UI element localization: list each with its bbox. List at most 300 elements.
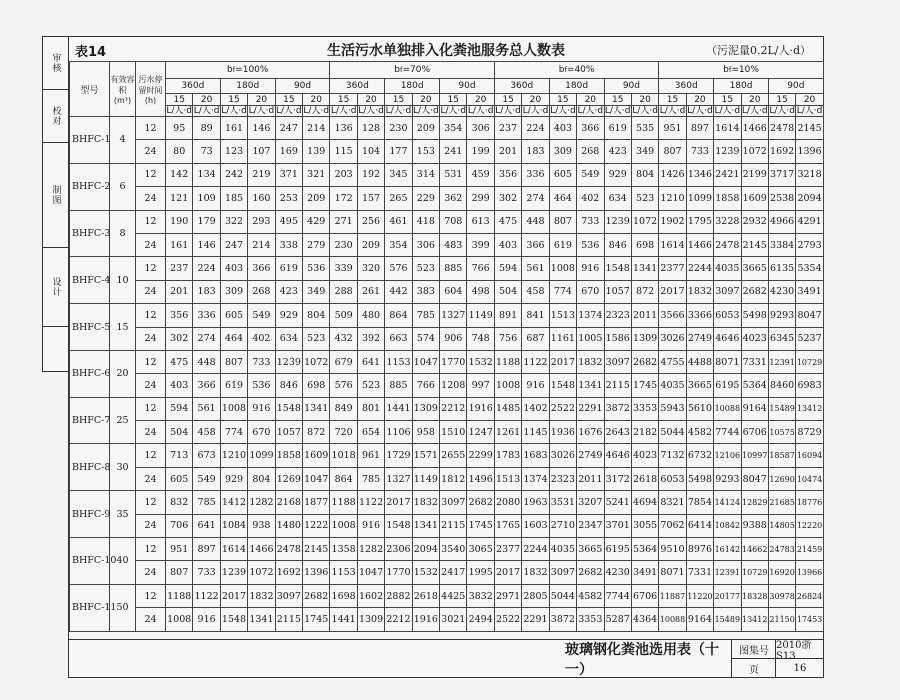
value-cell: 9164 — [741, 397, 768, 420]
value-cell: 10088 — [714, 397, 741, 420]
value-cell: 6135 — [768, 257, 795, 280]
value-cell: 2478 — [768, 117, 795, 140]
header-model: 型号 — [70, 62, 110, 117]
value-cell: 8047 — [796, 304, 823, 327]
header-retention: 污水停留时间(h) — [136, 62, 166, 117]
value-cell: 1602 — [357, 584, 384, 607]
value-cell: 2017 — [494, 561, 521, 584]
value-cell: 17453 — [796, 608, 823, 631]
model-cell: BHFC-11 — [70, 584, 110, 631]
value-cell: 362 — [440, 187, 467, 210]
value-cell: 6345 — [768, 327, 795, 350]
value-cell: 5364 — [631, 538, 658, 561]
value-cell: 1341 — [412, 514, 439, 537]
value-cell: 2682 — [577, 561, 604, 584]
value-cell: 7854 — [686, 491, 713, 514]
volume-cell: 20 — [110, 350, 136, 397]
value-cell: 183 — [193, 280, 220, 303]
value-cell: 2793 — [796, 233, 823, 256]
value-cell: 10575 — [768, 421, 795, 444]
value-cell: 1239 — [714, 140, 741, 163]
value-cell: 1765 — [494, 514, 521, 537]
value-cell: 2643 — [604, 421, 631, 444]
header-cleanout-360d: 360d — [659, 79, 714, 94]
value-cell: 9164 — [686, 608, 713, 631]
value-cell: 2291 — [522, 608, 549, 631]
value-cell: 14662 — [741, 538, 768, 561]
value-cell: 8976 — [686, 538, 713, 561]
strip-cell-review: 审核 — [43, 37, 69, 90]
table-row — [70, 117, 824, 140]
value-cell: 115 — [330, 140, 357, 163]
value-cell: 1402 — [522, 397, 549, 420]
value-cell: 706 — [166, 514, 193, 537]
value-cell: 733 — [248, 350, 275, 373]
value-cell: 2618 — [412, 584, 439, 607]
header-flow-15: 15 — [166, 94, 193, 106]
value-cell: 402 — [577, 187, 604, 210]
header-flow-unit: L/人·d — [659, 105, 686, 116]
table-row — [70, 561, 824, 584]
value-cell: 4023 — [741, 327, 768, 350]
bf-value: 10% — [738, 65, 759, 75]
value-cell: 916 — [248, 397, 275, 420]
value-cell: 2682 — [741, 280, 768, 303]
value-cell: 9293 — [714, 467, 741, 490]
retention-cell: 24 — [136, 608, 166, 631]
value-cell: 906 — [440, 327, 467, 350]
value-cell: 10729 — [741, 561, 768, 584]
value-cell: 1832 — [248, 584, 275, 607]
retention-cell: 12 — [136, 397, 166, 420]
value-cell: 1745 — [303, 608, 330, 631]
drawing-name: 玻璃钢化粪池选用表（十一） — [565, 642, 719, 678]
value-cell: 523 — [631, 187, 658, 210]
value-cell: 366 — [248, 257, 275, 280]
value-cell: 1072 — [631, 210, 658, 233]
value-cell: 161 — [166, 233, 193, 256]
value-cell: 733 — [686, 140, 713, 163]
value-cell: 1548 — [549, 374, 576, 397]
value-cell: 2306 — [385, 538, 412, 561]
value-cell: 3566 — [659, 304, 686, 327]
value-cell: 2377 — [659, 257, 686, 280]
value-cell: 1609 — [741, 187, 768, 210]
value-cell: 2749 — [686, 327, 713, 350]
value-cell: 961 — [357, 444, 384, 467]
value-cell: 872 — [303, 421, 330, 444]
value-cell: 6414 — [686, 514, 713, 537]
value-cell: 670 — [248, 421, 275, 444]
value-cell: 3366 — [686, 304, 713, 327]
value-cell: 3717 — [768, 163, 795, 186]
value-cell: 1496 — [467, 467, 494, 490]
table-row — [70, 584, 824, 607]
value-cell: 504 — [494, 280, 521, 303]
value-cell: 605 — [220, 304, 247, 327]
header-cleanout-180d: 180d — [220, 79, 275, 94]
header-flow-unit: L/人·d — [303, 105, 330, 116]
value-cell: 279 — [303, 233, 330, 256]
value-cell: 12391 — [768, 350, 795, 373]
value-cell: 509 — [330, 304, 357, 327]
value-cell: 2017 — [659, 280, 686, 303]
value-cell: 21685 — [768, 491, 795, 514]
value-cell: 2212 — [440, 397, 467, 420]
value-cell: 268 — [577, 140, 604, 163]
value-cell: 1745 — [467, 514, 494, 537]
value-cell: 475 — [494, 210, 521, 233]
retention-cell: 12 — [136, 491, 166, 514]
value-cell: 1005 — [577, 327, 604, 350]
value-cell: 242 — [220, 163, 247, 186]
value-cell: 576 — [385, 257, 412, 280]
value-cell: 1548 — [275, 397, 302, 420]
value-cell: 339 — [330, 257, 357, 280]
value-cell: 429 — [303, 210, 330, 233]
value-cell: 4488 — [686, 350, 713, 373]
value-cell: 523 — [357, 374, 384, 397]
value-cell: 2017 — [385, 491, 412, 514]
table-body — [70, 117, 824, 632]
value-cell: 605 — [166, 467, 193, 490]
table-row — [70, 421, 824, 444]
value-cell: 2618 — [631, 467, 658, 490]
header-cleanout-360d: 360d — [494, 79, 549, 94]
model-cell: BHFC-9 — [70, 491, 110, 538]
value-cell: 951 — [659, 117, 686, 140]
strip-cell-check: 校对 — [43, 90, 69, 143]
value-cell: 1532 — [467, 350, 494, 373]
value-cell: 1858 — [714, 187, 741, 210]
value-cell: 8321 — [659, 491, 686, 514]
header-bf-2: bf=70% — [330, 62, 494, 79]
value-cell: 146 — [193, 233, 220, 256]
value-cell: 24783 — [768, 538, 795, 561]
value-cell: 1532 — [412, 561, 439, 584]
value-cell: 403 — [166, 374, 193, 397]
value-cell: 432 — [330, 327, 357, 350]
value-cell: 1327 — [440, 304, 467, 327]
value-cell: 4035 — [659, 374, 686, 397]
value-cell: 1795 — [686, 210, 713, 233]
value-cell: 5354 — [796, 257, 823, 280]
value-cell: 1466 — [248, 538, 275, 561]
value-cell: 1106 — [385, 421, 412, 444]
value-cell: 1239 — [604, 210, 631, 233]
value-cell: 299 — [467, 187, 494, 210]
value-cell: 356 — [166, 304, 193, 327]
table-row — [70, 163, 824, 186]
value-cell: 2538 — [768, 187, 795, 210]
value-cell: 1441 — [385, 397, 412, 420]
header-flow-20: 20 — [796, 94, 823, 106]
value-cell: 1161 — [549, 327, 576, 350]
header-flow-15: 15 — [330, 94, 357, 106]
value-cell: 1698 — [330, 584, 357, 607]
bf-value: 70% — [410, 65, 431, 75]
value-cell: 8047 — [741, 467, 768, 490]
value-cell: 366 — [522, 233, 549, 256]
value-cell: 2347 — [577, 514, 604, 537]
value-cell: 774 — [549, 280, 576, 303]
value-cell: 1513 — [494, 467, 521, 490]
value-cell: 951 — [166, 538, 193, 561]
value-cell: 785 — [357, 467, 384, 490]
value-cell: 10088 — [659, 608, 686, 631]
value-cell: 199 — [467, 140, 494, 163]
value-cell: 4291 — [796, 210, 823, 233]
value-cell: 5498 — [741, 304, 768, 327]
value-cell: 634 — [604, 187, 631, 210]
value-cell: 1832 — [522, 561, 549, 584]
value-cell: 897 — [686, 117, 713, 140]
header-cleanout-180d: 180d — [549, 79, 604, 94]
value-cell: 1745 — [631, 374, 658, 397]
retention-cell: 12 — [136, 538, 166, 561]
value-cell: 1832 — [412, 491, 439, 514]
value-cell: 253 — [275, 187, 302, 210]
value-cell: 203 — [330, 163, 357, 186]
value-cell: 938 — [248, 514, 275, 537]
value-cell: 3172 — [604, 467, 631, 490]
value-cell: 1018 — [330, 444, 357, 467]
value-cell: 698 — [303, 374, 330, 397]
value-cell: 2478 — [275, 538, 302, 561]
header-cleanout-90d: 90d — [275, 79, 330, 94]
header-flow-20: 20 — [248, 94, 275, 106]
value-cell: 1057 — [604, 280, 631, 303]
value-cell: 2011 — [631, 304, 658, 327]
value-cell: 4582 — [577, 584, 604, 607]
value-cell: 4755 — [659, 350, 686, 373]
value-cell: 2749 — [577, 444, 604, 467]
value-cell: 3531 — [549, 491, 576, 514]
atlas-value: 2010浙S13 — [775, 640, 824, 659]
retention-cell: 24 — [136, 374, 166, 397]
value-cell: 464 — [220, 327, 247, 350]
value-cell: 8071 — [714, 350, 741, 373]
value-cell: 2682 — [467, 491, 494, 514]
value-cell: 4035 — [714, 257, 741, 280]
value-cell: 3097 — [549, 561, 576, 584]
value-cell: 1832 — [577, 350, 604, 373]
value-cell: 1008 — [166, 608, 193, 631]
retention-cell: 12 — [136, 584, 166, 607]
value-cell: 3026 — [549, 444, 576, 467]
value-cell: 237 — [494, 117, 521, 140]
value-cell: 1309 — [357, 608, 384, 631]
value-cell: 654 — [357, 421, 384, 444]
value-cell: 201 — [494, 140, 521, 163]
header-flow-unit: L/人·d — [467, 105, 494, 116]
retention-cell: 12 — [136, 444, 166, 467]
value-cell: 161 — [220, 117, 247, 140]
header-flow-unit: L/人·d — [550, 105, 576, 116]
value-cell: 9293 — [768, 304, 795, 327]
value-cell: 872 — [631, 280, 658, 303]
header-flow-unit: L/人·d — [714, 105, 741, 116]
value-cell: 256 — [357, 210, 384, 233]
value-cell: 366 — [577, 117, 604, 140]
value-cell: 2417 — [440, 561, 467, 584]
value-cell: 2115 — [604, 374, 631, 397]
value-cell: 708 — [440, 210, 467, 233]
retention-cell: 24 — [136, 514, 166, 537]
header-flow-15: 15 — [714, 94, 741, 106]
value-cell: 574 — [412, 327, 439, 350]
value-cell: 95 — [166, 117, 193, 140]
value-cell: 3491 — [631, 561, 658, 584]
value-cell: 594 — [166, 397, 193, 420]
value-cell: 1269 — [275, 467, 302, 490]
value-cell: 172 — [330, 187, 357, 210]
value-cell: 12829 — [741, 491, 768, 514]
bf-value: 100% — [242, 65, 269, 75]
value-cell: 733 — [577, 210, 604, 233]
value-cell: 345 — [385, 163, 412, 186]
table-row — [70, 210, 824, 233]
value-cell: 2682 — [303, 584, 330, 607]
value-cell: 12690 — [768, 467, 795, 490]
value-cell: 1309 — [412, 397, 439, 420]
value-cell: 1480 — [275, 514, 302, 537]
value-cell: 214 — [248, 233, 275, 256]
value-cell: 9388 — [741, 514, 768, 537]
table-row — [70, 257, 824, 280]
value-cell: 4035 — [549, 538, 576, 561]
value-cell: 807 — [166, 561, 193, 584]
volume-cell: 50 — [110, 584, 136, 631]
value-cell: 16142 — [714, 538, 741, 561]
volume-cell: 40 — [110, 538, 136, 585]
value-cell: 1676 — [577, 421, 604, 444]
value-cell: 3097 — [714, 280, 741, 303]
value-cell: 536 — [303, 257, 330, 280]
value-cell: 121 — [166, 187, 193, 210]
value-cell: 209 — [303, 187, 330, 210]
value-cell: 2377 — [494, 538, 521, 561]
value-cell: 1858 — [275, 444, 302, 467]
value-cell: 1057 — [275, 421, 302, 444]
value-cell: 459 — [467, 163, 494, 186]
value-cell: 1341 — [303, 397, 330, 420]
value-cell: 504 — [166, 421, 193, 444]
value-cell: 1188 — [166, 584, 193, 607]
header-flow-unit: L/人·d — [604, 105, 631, 116]
value-cell: 1008 — [494, 374, 521, 397]
value-cell: 1729 — [385, 444, 412, 467]
header-flow-unit: L/人·d — [440, 105, 467, 116]
value-cell: 2017 — [220, 584, 247, 607]
value-cell: 670 — [577, 280, 604, 303]
header-volume: 有效容积(m³) — [110, 62, 136, 117]
retention-cell: 24 — [136, 280, 166, 303]
value-cell: 241 — [440, 140, 467, 163]
value-cell: 366 — [193, 374, 220, 397]
value-cell: 1877 — [303, 491, 330, 514]
value-cell: 885 — [385, 374, 412, 397]
value-cell: 916 — [193, 608, 220, 631]
value-cell: 4230 — [604, 561, 631, 584]
value-cell: 1548 — [604, 257, 631, 280]
value-cell: 634 — [275, 327, 302, 350]
model-cell: BHFC-7 — [70, 397, 110, 444]
value-cell: 2182 — [631, 421, 658, 444]
value-cell: 1208 — [440, 374, 467, 397]
table-row — [70, 514, 824, 537]
retention-cell: 12 — [136, 350, 166, 373]
value-cell: 268 — [248, 280, 275, 303]
value-cell: 1358 — [330, 538, 357, 561]
value-cell: 807 — [220, 350, 247, 373]
value-cell: 139 — [303, 140, 330, 163]
table-head — [70, 62, 824, 117]
value-cell: 30978 — [768, 584, 795, 607]
value-cell: 1412 — [220, 491, 247, 514]
value-cell: 1239 — [220, 561, 247, 584]
value-cell: 3384 — [768, 233, 795, 256]
value-cell: 7062 — [659, 514, 686, 537]
value-cell: 4966 — [768, 210, 795, 233]
value-cell: 2115 — [275, 608, 302, 631]
value-cell: 2323 — [549, 467, 576, 490]
value-cell: 3021 — [440, 608, 467, 631]
table-row — [70, 140, 824, 163]
value-cell: 8071 — [659, 561, 686, 584]
value-cell: 2299 — [467, 444, 494, 467]
header-flow-20: 20 — [193, 94, 220, 106]
value-cell: 958 — [412, 421, 439, 444]
header-cleanout-90d: 90d — [768, 79, 823, 94]
value-cell: 321 — [303, 163, 330, 186]
header-flow-15: 15 — [549, 94, 576, 106]
value-cell: 2145 — [303, 538, 330, 561]
value-cell: 6195 — [714, 374, 741, 397]
value-cell: 1149 — [467, 304, 494, 327]
value-cell: 229 — [412, 187, 439, 210]
table-row — [70, 280, 824, 303]
value-cell: 14124 — [714, 491, 741, 514]
value-cell: 2421 — [714, 163, 741, 186]
value-cell: 177 — [385, 140, 412, 163]
value-cell: 2291 — [577, 397, 604, 420]
value-cell: 18587 — [768, 444, 795, 467]
value-cell: 3026 — [659, 327, 686, 350]
value-cell: 841 — [522, 304, 549, 327]
value-cell: 3832 — [467, 584, 494, 607]
value-cell: 1122 — [193, 584, 220, 607]
value-cell: 12106 — [714, 444, 741, 467]
value-cell: 320 — [357, 257, 384, 280]
value-cell: 230 — [330, 233, 357, 256]
value-cell: 423 — [275, 280, 302, 303]
value-cell: 849 — [330, 397, 357, 420]
value-cell: 403 — [494, 233, 521, 256]
value-cell: 1770 — [440, 350, 467, 373]
value-cell: 458 — [193, 421, 220, 444]
header-flow-unit: L/人·d — [166, 105, 193, 116]
value-cell: 1341 — [248, 608, 275, 631]
value-cell: 190 — [166, 210, 193, 233]
value-cell: 1902 — [659, 210, 686, 233]
value-cell: 1396 — [303, 561, 330, 584]
value-cell: 673 — [193, 444, 220, 467]
value-cell: 897 — [193, 538, 220, 561]
header-flow-unit: L/人·d — [577, 105, 604, 116]
value-cell: 1374 — [522, 467, 549, 490]
value-cell: 604 — [440, 280, 467, 303]
